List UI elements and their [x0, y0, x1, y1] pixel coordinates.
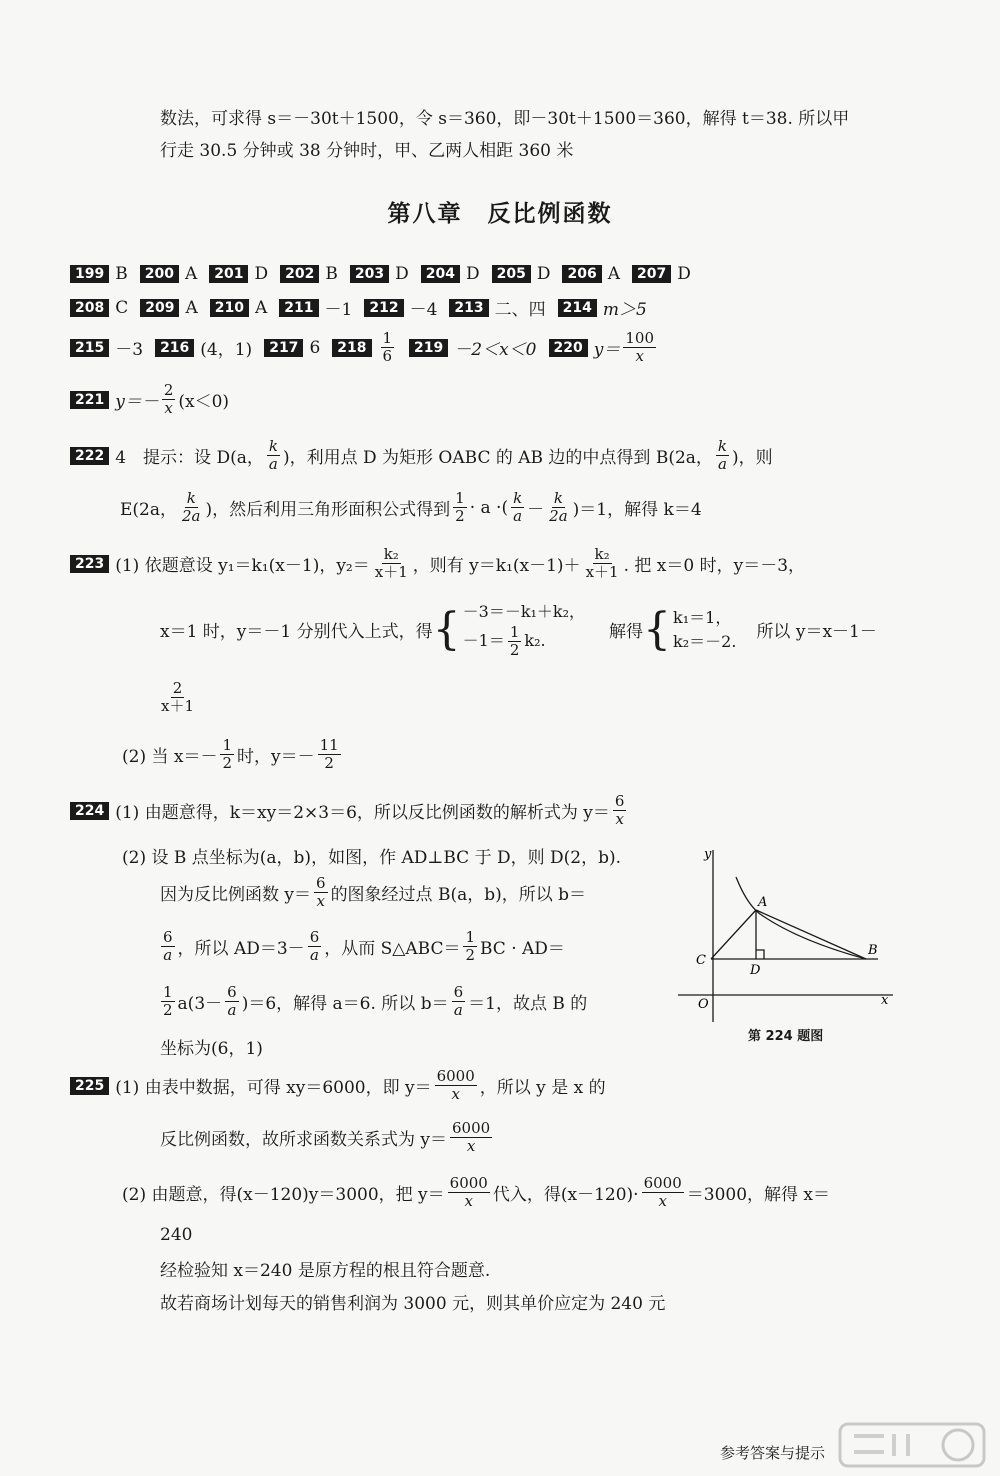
answer-row-2	[70, 295, 659, 320]
answer-text: 4 提示：设 D(a，	[115, 448, 264, 468]
answer-text: BC · AD＝	[480, 939, 565, 959]
answer-item	[264, 338, 320, 358]
chapter-title: 第八章 反比例函数	[387, 201, 613, 227]
answer-225-line-2	[160, 1120, 495, 1155]
question-number-badge: 201	[209, 265, 248, 283]
answer-value: 二、四	[494, 300, 546, 320]
answer-item	[364, 295, 437, 320]
answer-value: A	[255, 297, 268, 318]
answer-value: D	[536, 264, 551, 284]
answer-text: ，从而 S△ABC＝	[324, 939, 461, 959]
answer-text: . 把 x＝0 时，y＝－3，	[623, 556, 806, 576]
fraction	[267, 438, 280, 473]
answer-item	[140, 264, 198, 284]
answer-item	[70, 335, 143, 360]
question-number-badge: 218	[332, 339, 371, 357]
answer-value: A	[184, 264, 198, 284]
answer-item	[332, 330, 397, 365]
fraction-numerator: 6000	[452, 1119, 491, 1137]
answer-text: ，所以 y 是 x 的	[479, 1078, 606, 1098]
fraction-numerator: k	[717, 437, 728, 455]
fraction-numerator: 100	[625, 329, 654, 347]
answer-item	[279, 295, 352, 320]
fraction-numerator: 6000	[449, 1174, 488, 1192]
segment-ca	[711, 910, 756, 959]
fraction-denominator: 2	[465, 946, 475, 964]
question-number-badge: 199	[70, 265, 109, 283]
answer-text: )＝6，解得 a＝6. 所以 b＝	[241, 994, 449, 1014]
fraction	[547, 490, 570, 525]
answer-value: D	[465, 264, 480, 284]
fraction-denominator: 2	[324, 754, 334, 772]
fraction	[318, 737, 341, 772]
answer-224-line-6: 坐标为(6，1)	[160, 1039, 263, 1059]
question-number-badge: 211	[279, 299, 318, 317]
fraction-denominator: x	[316, 892, 326, 910]
answer-item	[70, 264, 128, 284]
answer-222-line-2	[120, 490, 702, 525]
fraction-numerator: 6	[614, 792, 625, 810]
fraction-denominator: a	[309, 946, 319, 964]
answer-225-line-3	[122, 1175, 830, 1210]
fraction-denominator: a	[453, 1001, 463, 1019]
fraction-denominator: x＋1	[374, 563, 408, 581]
answer-text: 代入，得(x－120)·	[492, 1185, 639, 1205]
fraction-denominator: 2	[509, 641, 520, 659]
fraction	[511, 490, 524, 525]
answer-value: A	[607, 264, 620, 284]
answer-text: 的图象经过点 B(a，b)，所以 b＝	[330, 885, 587, 905]
question-number-badge: 217	[264, 339, 303, 357]
fraction	[381, 330, 395, 365]
answer-item	[140, 298, 198, 318]
label-o: O	[698, 997, 709, 1012]
equation-part: －1＝	[462, 631, 505, 650]
fraction-numerator: 1	[382, 329, 393, 347]
fraction	[161, 929, 175, 964]
answer-value: y＝	[593, 340, 621, 360]
answer-value: 6	[309, 337, 321, 358]
fraction-numerator: k₂	[594, 545, 610, 563]
answer-value: B	[115, 264, 128, 284]
fraction-denominator: x	[466, 1137, 476, 1155]
answer-text: x＝1 时，y＝－1 分别代入上式，得	[160, 622, 433, 642]
fraction-denominator: a	[268, 455, 278, 473]
answer-value: B	[325, 264, 338, 284]
fraction-denominator: x	[464, 1192, 473, 1210]
answer-224-line-2: (2) 设 B 点坐标为(a，b)，如图，作 AD⊥BC 于 D，则 D(2，b).	[122, 848, 622, 868]
answer-value: D	[677, 264, 691, 284]
fraction-denominator: 2	[163, 1001, 173, 1019]
question-number-badge: 204	[421, 265, 460, 283]
answer-223-line-2	[160, 600, 877, 659]
fraction	[161, 984, 175, 1019]
answer-item	[632, 264, 691, 284]
question-number-badge: 203	[350, 265, 389, 283]
answer-text: 所以 y＝x－1－	[756, 622, 877, 642]
page-footer: 参考答案与提示	[720, 1444, 826, 1462]
fraction-denominator: x＋1	[585, 563, 619, 581]
answer-text: (1) 由题意得，k＝xy＝2×3＝6，所以反比例函数的解析式为 y＝	[115, 803, 610, 823]
answer-text: 因为反比例函数 y＝	[160, 885, 312, 905]
fraction-numerator: k	[186, 489, 196, 507]
fraction	[308, 929, 322, 964]
fraction	[453, 490, 467, 525]
question-number-badge: 209	[140, 299, 179, 317]
answer-text: ，则有 y＝k₁(x－1)＋	[412, 556, 581, 576]
question-number-badge: 205	[492, 265, 531, 283]
fraction-numerator: 6	[227, 983, 237, 1001]
fraction-numerator: k₂	[383, 545, 399, 563]
fraction	[159, 680, 196, 715]
right-angle-mark	[756, 950, 764, 959]
fraction	[623, 330, 656, 365]
answer-223-line-4	[122, 737, 344, 772]
fraction-numerator: k	[553, 489, 563, 507]
answer-text: (x＜0)	[178, 392, 230, 412]
answer-text: (2) 当 x＝－	[122, 747, 218, 767]
fraction-denominator: x	[658, 1192, 667, 1210]
question-number-badge: 214	[558, 299, 597, 317]
answer-value: C	[115, 297, 129, 318]
fraction-denominator: 2	[222, 754, 233, 772]
answer-223-line-1	[70, 546, 805, 581]
answer-value: D	[254, 264, 269, 284]
equation: －3＝－k₁＋k₂，	[462, 602, 586, 621]
answer-text: (1) 依题意设 y₁＝k₁(x－1)，y₂＝	[115, 556, 370, 576]
label-a: A	[758, 895, 768, 910]
answer-value: (4，1)	[200, 340, 253, 360]
fraction	[452, 984, 466, 1019]
label-b: B	[868, 943, 878, 958]
answer-text: a(3－	[177, 994, 223, 1014]
fraction	[463, 929, 477, 964]
answer-item	[549, 330, 659, 365]
answer-text: E(2a，	[120, 500, 177, 520]
fraction-numerator: 6	[316, 874, 326, 892]
fraction-numerator: 2	[172, 679, 183, 697]
fraction-numerator: 6	[453, 983, 464, 1001]
label-d: D	[750, 963, 761, 978]
question-number-badge: 220	[549, 339, 588, 357]
label-y: y	[704, 847, 712, 862]
answer-item	[210, 298, 268, 318]
answer-224-line-3	[160, 875, 586, 910]
fraction	[613, 793, 627, 828]
answer-item	[562, 264, 620, 284]
question-number-badge: 210	[210, 299, 249, 317]
question-number-badge: 200	[140, 265, 179, 283]
question-number-badge: 213	[449, 299, 488, 317]
answer-223-line-3	[156, 680, 199, 715]
question-number-badge: 208	[70, 299, 109, 317]
answer-item	[70, 298, 128, 318]
fraction-denominator: x	[451, 1085, 460, 1103]
question-number-badge: 224	[70, 802, 109, 820]
question-number-badge: 215	[70, 339, 109, 357]
answer-value: －3	[115, 340, 144, 360]
fraction-denominator: 6	[382, 347, 393, 365]
intro-line-1: 数法，可求得 s＝－30t＋1500，令 s＝360，即－30t＋1500＝360，解得 t＝38. 所以甲	[160, 109, 850, 129]
fraction-denominator: x	[164, 399, 173, 417]
fraction-numerator: 6000	[643, 1174, 682, 1192]
answer-text: · a ·(	[469, 497, 509, 518]
question-number-badge: 202	[280, 265, 319, 283]
answer-row-3	[70, 330, 671, 365]
fraction-denominator: x	[635, 347, 644, 365]
fraction-numerator: 11	[319, 736, 339, 754]
answer-225-line-5: 经检验知 x＝240 是原方程的根且符合题意.	[160, 1261, 491, 1281]
answer-225-line-6: 故若商场计划每天的销售利润为 3000 元，则其单价应定为 240 元	[160, 1294, 666, 1314]
answer-text: 解得	[609, 622, 644, 642]
answer-225-line-1	[70, 1068, 606, 1103]
fraction	[448, 1175, 490, 1210]
answer-224-line-5	[158, 984, 587, 1019]
fraction	[450, 1120, 492, 1155]
fraction	[642, 1175, 684, 1210]
answer-row-1	[70, 264, 703, 284]
fraction-denominator: a	[227, 1001, 237, 1019]
fraction-numerator: k	[268, 437, 278, 455]
answer-text: ，所以 AD＝3－	[177, 939, 305, 959]
fraction-numerator: 6000	[436, 1067, 475, 1085]
fraction-numerator: 6	[163, 928, 173, 946]
answer-221	[70, 382, 229, 417]
answer-item	[558, 295, 647, 320]
equation-part: k₂.	[524, 631, 546, 650]
answer-text: ＝1，故点 B 的	[468, 994, 588, 1014]
equation: k₁＝1，	[673, 607, 732, 627]
answer-224-line-4	[158, 929, 565, 964]
answer-item	[449, 295, 545, 320]
answer-value: D	[395, 264, 409, 284]
equation: k₂＝－2.	[673, 631, 737, 651]
fraction-numerator: 6	[309, 928, 320, 946]
question-number-badge: 207	[632, 265, 671, 283]
fraction	[225, 984, 239, 1019]
question-number-badge: 212	[364, 299, 403, 317]
fraction	[584, 546, 621, 581]
fraction	[435, 1068, 477, 1103]
answer-text: )，然后利用三角形面积公式得到	[205, 500, 451, 520]
left-brace-icon: {	[432, 603, 461, 655]
fraction-denominator: 2a	[182, 507, 201, 525]
answer-text: (1) 由表中数据，可得 xy＝6000，即 y＝	[115, 1078, 432, 1098]
fraction-numerator: 1	[465, 928, 475, 946]
intro-line-2: 行走 30.5 分钟或 38 分钟时，甲、乙两人相距 360 米	[160, 141, 574, 161]
question-number-badge: 223	[70, 555, 109, 573]
fraction	[220, 737, 234, 772]
question-number-badge: 219	[409, 339, 448, 357]
question-number-badge: 206	[562, 265, 601, 283]
answer-text: y＝－	[115, 392, 159, 412]
fraction-numerator: 1	[509, 623, 520, 641]
answer-item	[409, 335, 536, 360]
answer-item	[280, 264, 338, 284]
question-number-badge: 225	[70, 1077, 109, 1095]
question-number-badge: 222	[70, 447, 109, 465]
left-brace-icon: {	[643, 603, 672, 655]
answer-222-line-1	[70, 438, 773, 473]
answer-item	[350, 264, 409, 284]
answer-item	[421, 264, 480, 284]
answer-224-line-1	[70, 793, 629, 828]
fraction-numerator: 1	[163, 983, 173, 1001]
fraction	[508, 624, 522, 659]
fraction-numerator: k	[513, 489, 523, 507]
fraction-numerator: 2	[163, 381, 174, 399]
fraction	[314, 875, 328, 910]
equation-system	[673, 606, 736, 654]
answer-text: 时，y＝－	[237, 747, 315, 767]
question-number-badge: 221	[70, 391, 109, 409]
answer-text: )＝1，解得 k＝4	[572, 500, 702, 520]
fraction-denominator: x	[615, 810, 624, 828]
answer-225-line-4: 240	[160, 1225, 193, 1245]
answer-text: )，则	[732, 448, 773, 468]
fraction-denominator: 2	[455, 507, 465, 525]
equation	[463, 624, 585, 659]
fraction-denominator: a	[717, 455, 727, 473]
fraction-denominator: x＋1	[161, 697, 195, 715]
answer-value: m＞5	[602, 300, 647, 320]
figure-224-graph	[678, 842, 898, 1052]
answer-text: 反比例函数，故所求函数关系式为 y＝	[160, 1130, 448, 1150]
fraction-denominator: a	[513, 507, 523, 525]
fraction-numerator: 1	[222, 736, 233, 754]
fraction	[716, 438, 729, 473]
answer-value: －1	[324, 300, 353, 320]
answer-text: ＝3000，解得 x＝	[686, 1185, 831, 1205]
answer-item	[209, 264, 268, 284]
fraction	[180, 490, 203, 525]
question-number-badge: 216	[155, 339, 194, 357]
fraction-denominator: 2a	[549, 507, 568, 525]
answer-item	[155, 335, 252, 360]
fraction	[373, 546, 410, 581]
equation-system	[463, 600, 585, 659]
answer-text: )，利用点 D 为矩形 OABC 的 AB 边的中点得到 B(2a，	[282, 448, 713, 468]
label-c: C	[696, 953, 706, 968]
answer-value: －4	[409, 300, 438, 320]
fraction	[162, 382, 176, 417]
answer-text: －	[527, 500, 545, 520]
answer-text: (2) 由题意，得(x－120)y＝3000，把 y＝	[122, 1185, 445, 1205]
answer-value: A	[185, 297, 198, 318]
watermark-logo-icon	[838, 1420, 986, 1470]
figure-caption: 第 224 题图	[748, 1029, 824, 1044]
answer-item	[492, 264, 551, 284]
label-x: x	[881, 993, 889, 1008]
segment-ab	[756, 910, 866, 959]
fraction-numerator: 1	[455, 489, 465, 507]
fraction-denominator: a	[163, 946, 173, 964]
answer-value: －2＜x＜0	[454, 340, 537, 360]
